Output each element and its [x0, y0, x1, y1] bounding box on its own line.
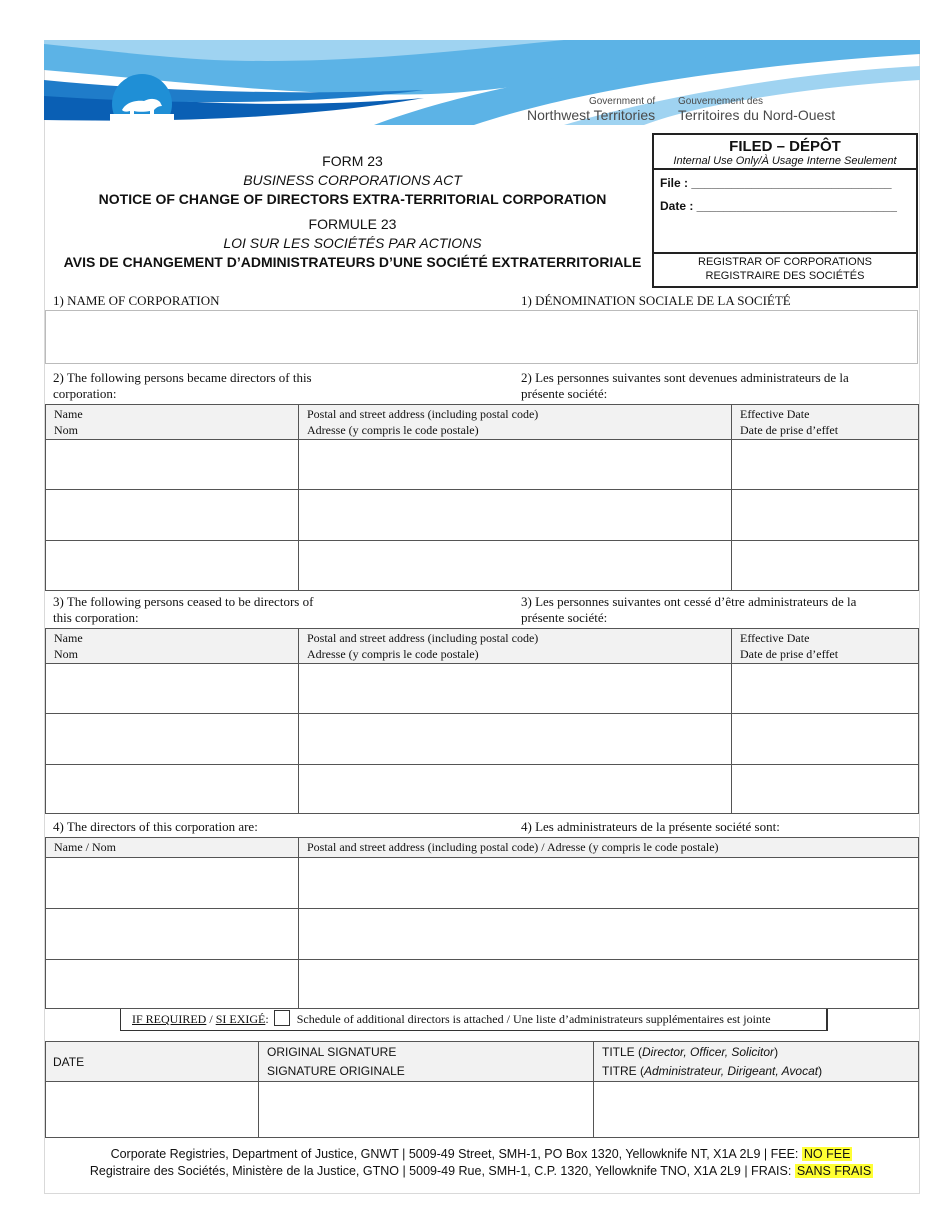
fee-badge-fr: SANS FRAIS — [796, 1164, 872, 1178]
name-cell[interactable] — [46, 714, 299, 765]
section2-label-en-line1: 2) The following persons became directors of this — [53, 370, 312, 385]
signature-input-row — [46, 1082, 919, 1138]
registrar-box — [654, 252, 916, 286]
section2-label-fr-line1: 2) Les personnes suivantes sont devenues administrateurs de la — [521, 370, 849, 385]
notice-title-en: NOTICE OF CHANGE OF DIRECTORS EXTRA-TERRITORIAL CORPORATION — [98, 191, 607, 207]
table-row — [46, 541, 919, 591]
table-row — [46, 960, 919, 1009]
table-header-row — [46, 629, 919, 664]
date-header: DATE — [46, 1042, 259, 1082]
schedule-attached-row — [120, 1009, 828, 1031]
name-cell[interactable] — [46, 541, 299, 591]
address-cell[interactable] — [299, 765, 732, 814]
col-date-en: Effective Date — [740, 407, 810, 421]
signature-table — [45, 1041, 919, 1138]
table-header-row — [46, 405, 919, 440]
col-date-header — [732, 405, 919, 440]
form-number-fr: FORMULE 23 — [308, 216, 397, 232]
col-address-en: Postal and street address (including postal code) — [307, 407, 539, 421]
table-row — [46, 765, 919, 814]
gov-fr-small: Gouvernement des — [678, 96, 764, 107]
effective-date-cell[interactable] — [732, 541, 919, 591]
name-cell[interactable] — [46, 909, 299, 960]
name-cell[interactable] — [46, 440, 299, 490]
filed-box — [652, 133, 918, 288]
title-label-en — [602, 1043, 910, 1062]
schedule-text: Schedule of additional directors is attached / Une liste d’administrateurs supplémentaires est jointe — [296, 1012, 771, 1026]
col-date-fr: Date de prise d’effet — [740, 647, 839, 661]
col-date-en: Effective Date — [740, 631, 810, 645]
table-row — [46, 714, 919, 765]
effective-date-cell[interactable] — [732, 714, 919, 765]
table-row — [46, 858, 919, 909]
table-row — [46, 440, 919, 490]
section4-label-en: 4) The directors of this corporation are: — [53, 819, 258, 834]
polar-bear-logo-icon — [110, 72, 174, 122]
section3-label-fr-line1: 3) Les personnes suivantes ont cessé d’être administrateurs de la — [521, 594, 857, 609]
notice-title-fr: AVIS DE CHANGEMENT D’ADMINISTRATEURS D’UNE SOCIÉTÉ EXTRATERRITORIALE — [63, 254, 642, 270]
section2-label-en — [53, 370, 312, 402]
col-address-fr: Adresse (y compris le code postale) — [307, 647, 479, 661]
section2-label-fr-line2: présente société: — [521, 386, 608, 401]
title-en-prefix: TITLE ( — [602, 1045, 643, 1059]
footer-address-fr: Registraire des Sociétés, Ministère de la Justice, GTNO | 5009-49 Rue, SMH-1, C.P. 1320, Yellowknife TNO, X1A 2L9 | FRAIS: — [89, 1164, 792, 1178]
col-name-header: Name / Nom — [46, 838, 299, 858]
if-required-label: IF REQUIRED — [132, 1012, 207, 1026]
section3-label-fr-line2: présente société: — [521, 610, 608, 625]
name-cell[interactable] — [46, 858, 299, 909]
col-address-en: Postal and street address (including postal code) — [307, 631, 539, 645]
gov-en-big: Northwest Territories — [527, 107, 656, 123]
ceased-directors-table — [45, 628, 919, 814]
section3-label-en — [53, 594, 313, 626]
col-address-header — [299, 629, 732, 664]
new-directors-table — [45, 404, 919, 591]
title-fr-close: ) — [818, 1064, 823, 1078]
section1-label-en: 1) NAME OF CORPORATION — [53, 293, 220, 308]
act-name-fr: LOI SUR LES SOCIÉTÉS PAR ACTIONS — [223, 235, 482, 251]
fee-badge-en: NO FEE — [803, 1147, 851, 1161]
registrar-en: REGISTRAR OF CORPORATIONS — [698, 256, 872, 268]
col-address-header: Postal and street address (including postal code) / Adresse (y compris le code postale) — [299, 838, 919, 858]
address-cell[interactable] — [299, 664, 732, 714]
section2-label-fr — [521, 370, 849, 402]
effective-date-cell[interactable] — [732, 765, 919, 814]
col-name-fr: Nom — [54, 647, 78, 661]
effective-date-cell[interactable] — [732, 440, 919, 490]
title-fr-roles: Administrateur, Dirigeant, Avocat — [644, 1064, 819, 1078]
section3-label-en-line2: this corporation: — [53, 610, 139, 625]
corporation-name-input[interactable] — [45, 310, 918, 364]
title-label-fr — [602, 1062, 910, 1081]
col-address-header — [299, 405, 732, 440]
title-fr-prefix: TITRE ( — [602, 1064, 644, 1078]
title-en-close: ) — [774, 1045, 779, 1059]
col-name-header — [46, 629, 299, 664]
table-row — [46, 490, 919, 541]
col-name-header — [46, 405, 299, 440]
gov-logo-fr — [678, 96, 835, 123]
address-cell[interactable] — [299, 541, 732, 591]
footer-line-fr — [45, 1163, 918, 1180]
file-number-field[interactable]: File : ______________________________ — [660, 176, 892, 190]
address-cell[interactable] — [299, 858, 919, 909]
registrar-fr: REGISTRAIRE DES SOCIÉTÉS — [705, 270, 865, 282]
address-cell[interactable] — [299, 960, 919, 1009]
gov-logo-en — [527, 96, 655, 123]
col-name-en: Name — [54, 631, 83, 645]
signature-input-cell[interactable] — [259, 1082, 594, 1138]
form-title-block — [60, 152, 645, 272]
current-directors-table — [45, 837, 919, 1009]
col-address-fr: Adresse (y compris le code postale) — [307, 423, 479, 437]
signature-label-fr: SIGNATURE ORIGINALE — [267, 1064, 405, 1078]
form-number-en: FORM 23 — [322, 153, 383, 169]
col-date-header — [732, 629, 919, 664]
table-row — [46, 909, 919, 960]
address-cell[interactable] — [299, 909, 919, 960]
name-cell[interactable] — [46, 765, 299, 814]
title-en-roles: Director, Officer, Solicitor — [642, 1045, 775, 1059]
section2-label-en-line2: corporation: — [53, 386, 117, 401]
section3-label-fr — [521, 594, 856, 626]
footer — [45, 1146, 918, 1180]
name-cell[interactable] — [46, 960, 299, 1009]
section3-label-en-line1: 3) The following persons ceased to be directors of — [53, 594, 314, 609]
title-header — [594, 1042, 919, 1082]
address-cell[interactable] — [299, 490, 732, 541]
col-date-fr: Date de prise d’effet — [740, 423, 839, 437]
footer-address-en: Corporate Registries, Department of Justice, GNWT | 5009-49 Street, SMH-1, PO Box 1320, Yellowknife NT, X1A 2L9 | FEE: — [110, 1147, 799, 1161]
signature-header-row — [46, 1042, 919, 1082]
si-exige-label: SI EXIGÉ — [215, 1012, 266, 1026]
act-name-en: BUSINESS CORPORATIONS ACT — [243, 172, 462, 188]
section1-label-fr: 1) DÉNOMINATION SOCIALE DE LA SOCIÉTÉ — [521, 293, 791, 308]
footer-line-en — [45, 1146, 918, 1163]
effective-date-cell[interactable] — [732, 490, 919, 541]
effective-date-cell[interactable] — [732, 664, 919, 714]
table-header-row — [46, 838, 919, 858]
signature-label-en: ORIGINAL SIGNATURE — [267, 1045, 397, 1059]
col-name-en: Name — [54, 407, 83, 421]
gov-fr-big: Territoires du Nord-Ouest — [678, 107, 836, 123]
col-name-fr: Nom — [54, 423, 78, 437]
name-cell[interactable] — [46, 664, 299, 714]
table-row — [46, 664, 919, 714]
address-cell[interactable] — [299, 714, 732, 765]
date-input-cell[interactable] — [46, 1082, 259, 1138]
schedule-slash: / — [206, 1012, 216, 1026]
title-input-cell[interactable] — [594, 1082, 919, 1138]
filed-subheading: Internal Use Only/À Usage Interne Seulement — [654, 155, 916, 170]
filed-date-field[interactable]: Date : ______________________________ — [660, 199, 897, 213]
section4-label-fr: 4) Les administrateurs de la présente société sont: — [521, 819, 780, 834]
signature-header — [259, 1042, 594, 1082]
schedule-colon: : — [265, 1012, 269, 1026]
gov-en-small: Government of — [588, 96, 656, 107]
filed-heading: FILED – DÉPÔT — [729, 138, 841, 155]
address-cell[interactable] — [299, 440, 732, 490]
name-cell[interactable] — [46, 490, 299, 541]
schedule-checkbox[interactable] — [274, 1010, 290, 1026]
